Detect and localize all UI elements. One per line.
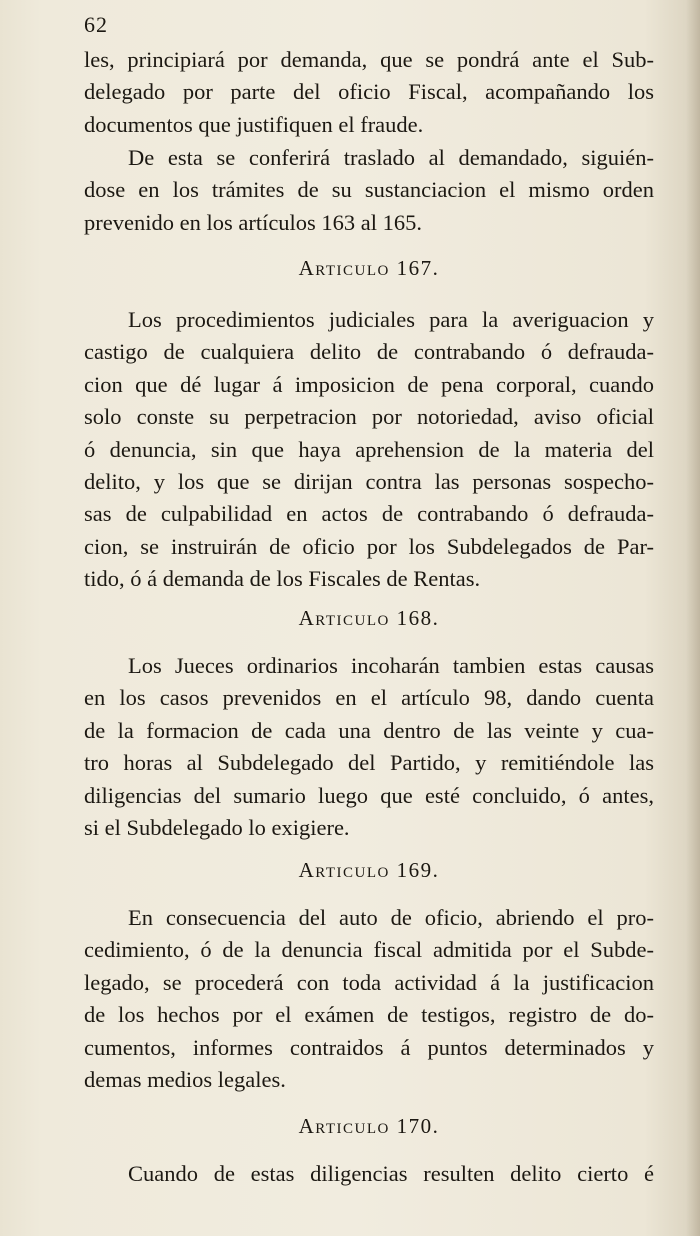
text-line: si el Subdelegado lo exigiere. bbox=[84, 814, 350, 840]
article-heading-170 bbox=[84, 1114, 654, 1139]
article-body-170 bbox=[84, 1158, 654, 1190]
page-edge-shadow bbox=[686, 0, 700, 1236]
text-line: ó denuncia, sin que haya aprehension de la materia del bbox=[84, 436, 654, 462]
text-line: demas medios legales. bbox=[84, 1066, 286, 1092]
text-line: tro horas al Subdelegado del Partido, y remitiéndole las bbox=[84, 750, 654, 776]
text-line: cumentos, informes contraidos á puntos determinados y bbox=[84, 1034, 654, 1060]
article-heading-text: Articulo 168. bbox=[298, 606, 440, 630]
text-line: legado, se procederá con toda actividad á la justificacion bbox=[84, 969, 654, 995]
paragraph-traslado bbox=[84, 142, 654, 239]
text-line: cedimiento, ó de la denuncia fiscal admitida por el Subde- bbox=[84, 937, 654, 963]
page-number: 62 bbox=[84, 12, 108, 37]
text-line: dose en los trámites de su sustanciacion el mismo orden bbox=[84, 177, 654, 203]
text-line: De esta se conferirá traslado al demandado, siguién- bbox=[128, 145, 654, 170]
article-heading-text: Articulo 169. bbox=[298, 858, 440, 882]
text-line: Los Jueces ordinarios incoharán tambien estas causas bbox=[128, 653, 654, 678]
article-body-169 bbox=[84, 902, 654, 1096]
article-heading-text: Articulo 170. bbox=[298, 1114, 440, 1138]
text-line: Los procedimientos judiciales para la averiguacion y bbox=[128, 307, 654, 332]
article-heading-169 bbox=[84, 858, 654, 883]
article-heading-168 bbox=[84, 606, 654, 631]
text-line: de la formacion de cada una dentro de las veinte y cua- bbox=[84, 717, 654, 743]
text-line: de los hechos por el exámen de testigos, registro de do- bbox=[84, 1002, 654, 1028]
text-line: en los casos prevenidos en el artículo 98, dando cuenta bbox=[84, 685, 654, 711]
text-line: les, principiará por demanda, que se pondrá ante el Sub- bbox=[84, 47, 654, 72]
text-line: cion que dé lugar á imposicion de pena corporal, cuando bbox=[84, 371, 654, 397]
article-body-168 bbox=[84, 650, 654, 844]
text-line: prevenido en los artículos 163 al 165. bbox=[84, 209, 423, 235]
text-line: documentos que justifiquen el fraude. bbox=[84, 111, 424, 137]
text-line: diligencias del sumario luego que esté concluido, ó antes, bbox=[84, 782, 654, 808]
text-line: sas de culpabilidad en actos de contrabando ó defrauda- bbox=[84, 501, 654, 527]
article-heading-167 bbox=[84, 256, 654, 281]
paragraph-continuation bbox=[84, 44, 654, 141]
text-line: solo conste su perpetracion por notoriedad, aviso oficial bbox=[84, 404, 654, 430]
text-line: Cuando de estas diligencias resulten delito cierto é bbox=[128, 1161, 654, 1186]
text-line: En consecuencia del auto de oficio, abriendo el pro- bbox=[128, 905, 654, 930]
text-line: cion, se instruirán de oficio por los Subdelegados de Par- bbox=[84, 533, 654, 559]
text-line: tido, ó á demanda de los Fiscales de Rentas. bbox=[84, 566, 481, 592]
text-line: castigo de cualquiera delito de contrabando ó defrauda- bbox=[84, 339, 654, 365]
article-heading-text: Articulo 167. bbox=[298, 256, 440, 280]
text-line: delegado por parte del oficio Fiscal, acompañando los bbox=[84, 79, 654, 105]
article-body-167 bbox=[84, 304, 654, 596]
text-line: delito, y los que se dirijan contra las personas sospecho- bbox=[84, 468, 654, 494]
